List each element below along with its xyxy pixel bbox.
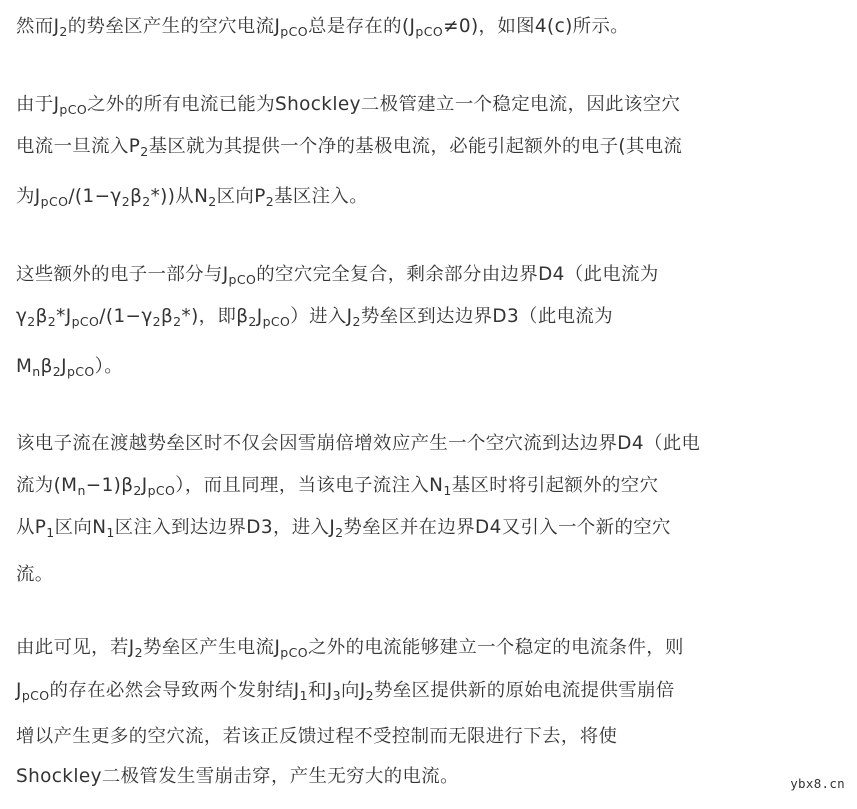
text-run: /(1−γ <box>68 186 122 207</box>
text-run: 由于J <box>16 94 60 115</box>
subscript: 2 <box>352 314 361 329</box>
subscript: 2 <box>365 688 374 703</box>
text-run: β <box>130 186 143 207</box>
text-line <box>16 352 123 382</box>
subscript: pCO <box>66 364 95 379</box>
text-run: 势垒区提供新的原始电流提供雪崩倍 <box>373 680 675 701</box>
text-line <box>16 12 629 42</box>
text-line <box>16 560 54 590</box>
text-run: J <box>61 356 67 377</box>
subscript: n <box>77 483 86 498</box>
text-line <box>16 762 459 792</box>
text-run: J <box>16 680 22 701</box>
text-run: J <box>141 475 148 496</box>
subscript: 2 <box>265 194 275 209</box>
text-run: 然而J <box>16 16 60 37</box>
subscript: pCO <box>40 194 69 209</box>
text-line <box>16 182 368 212</box>
subscript: 2 <box>59 24 68 39</box>
subscript: 2 <box>133 483 142 498</box>
subscript: 1 <box>46 525 55 540</box>
subscript: 3 <box>332 688 341 703</box>
text-run: 的存在必然会导致两个发射结J <box>49 680 300 701</box>
text-run: 电流一旦流入P <box>16 136 141 157</box>
text-run: *))从N <box>150 186 209 207</box>
text-run: 这些额外的电子一部分与J <box>16 264 229 285</box>
subscript: pCO <box>280 645 308 660</box>
watermark: ybx8.cn <box>790 776 845 791</box>
text-run: 的空穴完全复合，剩余部分由边界D4（此电流为 <box>256 264 659 285</box>
subscript: 2 <box>121 194 131 209</box>
text-run: 区向P <box>216 186 266 207</box>
text-run: 该电子流在渡越势垒区时不仅会因雪崩倍增效应产生一个空穴流到达边界D4（此电 <box>16 433 701 454</box>
text-run: 之外的所有电流已能为Shockley二极管建立一个稳定电流，因此该空穴 <box>87 94 681 115</box>
text-run: ），而且同理，当该电子流注入N <box>175 475 444 496</box>
subscript: 2 <box>140 144 149 159</box>
text-line <box>16 90 680 120</box>
text-run: 总是存在的(J <box>308 16 416 37</box>
text-line <box>16 260 659 290</box>
text-run: 和J <box>308 680 333 701</box>
subscript: pCO <box>415 24 444 39</box>
text-run: 基区注入。 <box>274 186 369 207</box>
subscript: pCO <box>21 688 50 703</box>
text-line <box>16 513 671 543</box>
text-run: M <box>16 356 33 377</box>
subscript: 2 <box>208 194 217 209</box>
subscript: 2 <box>152 314 162 329</box>
text-run: β <box>35 306 48 327</box>
subscript: 2 <box>134 645 143 660</box>
text-run: 流为(M <box>16 475 78 496</box>
text-run: 由此可见，若J <box>16 637 135 658</box>
text-line <box>16 633 684 663</box>
text-run: 势垒区产生电流J <box>142 637 281 658</box>
subscript: pCO <box>262 314 291 329</box>
subscript: pCO <box>59 102 88 117</box>
text-run: 的势垒区产生的空穴电流J <box>67 16 281 37</box>
text-run: ）进入J <box>290 306 353 327</box>
text-run: γ <box>16 306 28 327</box>
text-run: ）。 <box>94 356 124 377</box>
text-line <box>16 429 700 459</box>
subscript: 2 <box>27 314 36 329</box>
subscript: 2 <box>335 525 344 540</box>
subscript: pCO <box>280 24 308 39</box>
subscript: 1 <box>106 525 115 540</box>
text-run: β <box>161 306 174 327</box>
text-run: Shockley二极管发生雪崩击穿，产生无穷大的电流。 <box>16 766 459 787</box>
text-line <box>16 676 675 706</box>
text-run: 势垒区并在边界D4又引入一个新的空穴 <box>343 517 671 538</box>
subscript: 2 <box>248 314 257 329</box>
text-run: J <box>256 306 263 327</box>
subscript: pCO <box>147 483 176 498</box>
text-run: 之外的电流能够建立一个稳定的电流条件，则 <box>308 637 684 658</box>
subscript: 1 <box>443 483 452 498</box>
text-run: −1)β <box>85 475 134 496</box>
text-run: 增以产生更多的空穴流，若该正反馈过程不受控制而无限进行下去，将使 <box>16 726 618 747</box>
text-line <box>16 722 617 752</box>
subscript: pCO <box>228 272 257 287</box>
text-line <box>16 471 658 501</box>
text-run: 基区时将引起额外的空穴 <box>451 475 659 496</box>
subscript: 2 <box>52 364 62 379</box>
subscript: 2 <box>173 314 182 329</box>
text-run: 为J <box>16 186 41 207</box>
text-run: *J <box>56 306 72 327</box>
text-run: β <box>40 356 53 377</box>
text-line <box>16 302 613 332</box>
text-line <box>16 132 682 162</box>
subscript: n <box>32 364 41 379</box>
text-run: 基区就为其提供一个净的基极电流，必能引起额外的电子(其电流 <box>148 136 683 157</box>
subscript: 2 <box>47 314 57 329</box>
text-run: /(1−γ <box>99 306 153 327</box>
text-run: 势垒区到达边界D3（此电流为 <box>360 306 614 327</box>
subscript: pCO <box>71 314 100 329</box>
text-run: 向J <box>340 680 366 701</box>
text-run: ≠0)，如图4(c)所示。 <box>443 16 630 37</box>
text-run: 流。 <box>16 564 54 585</box>
text-run: 从P <box>16 517 47 538</box>
subscript: 1 <box>299 688 308 703</box>
text-run: *)，即β <box>181 306 249 327</box>
text-run: 区注入到达边界D3，进入J <box>114 517 336 538</box>
text-run: 区向N <box>54 517 107 538</box>
subscript: 2 <box>142 194 151 209</box>
